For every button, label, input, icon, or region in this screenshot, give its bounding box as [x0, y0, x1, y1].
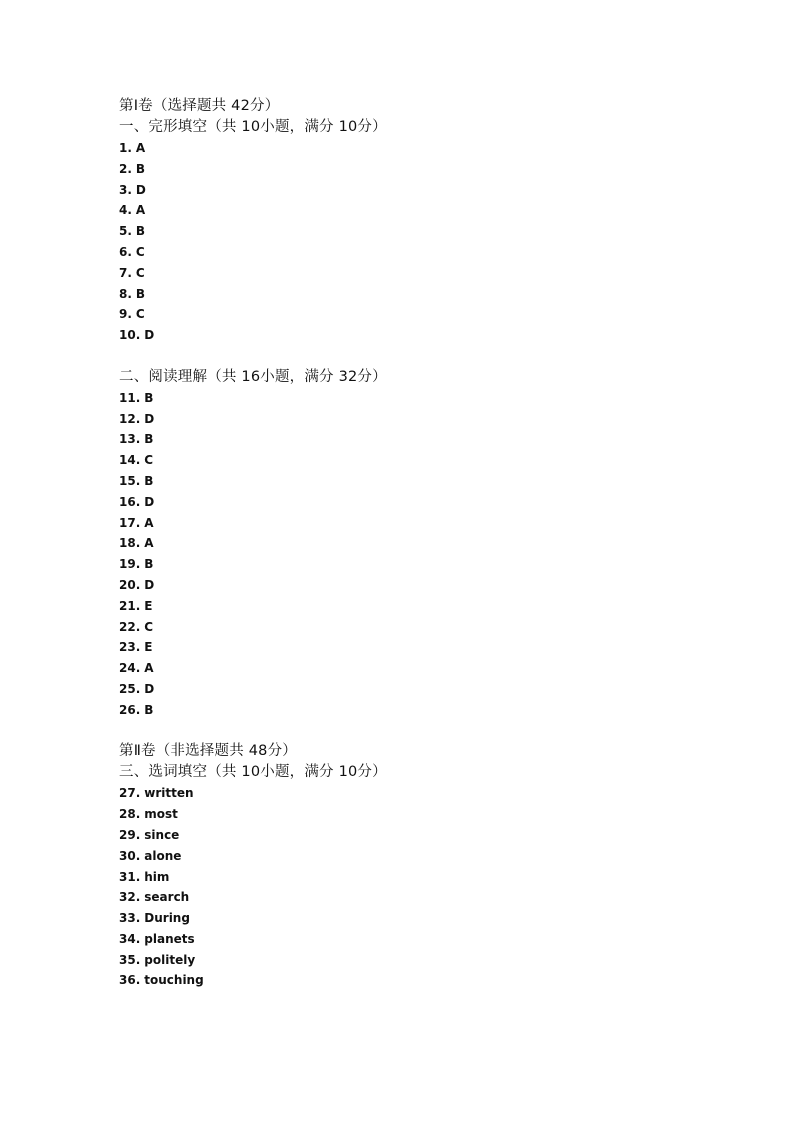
- question-number: 22.: [119, 619, 141, 634]
- question-number: 29.: [119, 827, 141, 842]
- answer-item: [119, 513, 719, 534]
- section-spacer: [119, 346, 719, 367]
- answer-value: B: [135, 286, 146, 301]
- answer-value: him: [144, 869, 170, 884]
- section-spacer: [119, 721, 719, 742]
- question-number: 32.: [119, 890, 141, 905]
- answer-item: [119, 284, 719, 305]
- answer-value: planets: [144, 931, 195, 946]
- answer-item: [119, 950, 719, 971]
- question-number: 30.: [119, 848, 141, 863]
- answer-item: [119, 180, 719, 201]
- question-number: 15.: [119, 473, 141, 488]
- answer-value: A: [144, 661, 154, 676]
- section-word-fill-list: [119, 783, 719, 991]
- answer-item: [119, 887, 719, 908]
- answer-item: [119, 200, 719, 221]
- answer-item: [119, 617, 719, 638]
- answer-item: [119, 554, 719, 575]
- question-number: 21.: [119, 598, 141, 613]
- section-cloze-list: [119, 138, 719, 346]
- answer-value: B: [135, 161, 146, 176]
- answer-item: [119, 783, 719, 804]
- question-number: 7.: [119, 265, 132, 280]
- question-number: 33.: [119, 911, 141, 926]
- answer-item: [119, 679, 719, 700]
- answer-value: B: [144, 390, 154, 405]
- answer-value: politely: [144, 952, 196, 967]
- answer-value: C: [144, 453, 154, 468]
- question-number: 9.: [119, 307, 132, 322]
- answer-value: C: [144, 619, 154, 634]
- section-reading-list: [119, 388, 719, 721]
- answer-value: B: [144, 557, 154, 572]
- answer-value: B: [144, 432, 154, 447]
- question-number: 19.: [119, 557, 141, 572]
- answer-value: B: [135, 224, 146, 239]
- question-number: 11.: [119, 390, 141, 405]
- question-number: 28.: [119, 807, 141, 822]
- answer-item: [119, 867, 719, 888]
- section-word-fill-heading: 三、选词填空（共 10小题，满分 10分）: [119, 764, 387, 781]
- answer-value: C: [135, 307, 145, 322]
- question-number: 17.: [119, 515, 141, 530]
- answer-value: C: [135, 265, 145, 280]
- question-number: 12.: [119, 411, 141, 426]
- question-number: 13.: [119, 432, 141, 447]
- answer-item: [119, 596, 719, 617]
- question-number: 6.: [119, 244, 132, 259]
- question-number: 25.: [119, 681, 141, 696]
- answer-item: [119, 429, 719, 450]
- answer-item: [119, 637, 719, 658]
- answer-value: D: [135, 182, 146, 197]
- answer-value: D: [144, 577, 155, 592]
- question-number: 4.: [119, 203, 132, 218]
- answer-item: [119, 825, 719, 846]
- answer-item: [119, 846, 719, 867]
- answer-item: [119, 138, 719, 159]
- answer-value: A: [135, 141, 146, 155]
- answer-item: [119, 492, 719, 513]
- question-number: 8.: [119, 286, 132, 301]
- answer-item: [119, 388, 719, 409]
- answer-item: [119, 471, 719, 492]
- question-number: 36.: [119, 973, 141, 988]
- answer-key-document: [119, 96, 719, 991]
- question-number: 14.: [119, 453, 141, 468]
- part-two-heading: 第Ⅱ卷（非选择题共 48分）: [119, 743, 297, 760]
- question-number: 5.: [119, 224, 132, 239]
- answer-item: [119, 533, 719, 554]
- answer-value: B: [144, 473, 154, 488]
- question-number: 16.: [119, 494, 141, 509]
- question-number: 34.: [119, 931, 141, 946]
- question-number: 27.: [119, 786, 141, 801]
- answer-item: [119, 575, 719, 596]
- section-reading-heading: 二、阅读理解（共 16小题，满分 32分）: [119, 368, 387, 385]
- answer-item: [119, 304, 719, 325]
- answer-item: [119, 450, 719, 471]
- answer-value: A: [144, 515, 154, 530]
- answer-item: [119, 700, 719, 721]
- question-number: 18.: [119, 536, 141, 551]
- answer-value: D: [144, 681, 155, 696]
- question-number: 1.: [119, 141, 132, 155]
- question-number: 3.: [119, 182, 132, 197]
- question-number: 26.: [119, 702, 141, 717]
- answer-value: most: [144, 807, 178, 822]
- answer-item: [119, 221, 719, 242]
- question-number: 24.: [119, 661, 141, 676]
- answer-item: [119, 970, 719, 991]
- part-one-heading: 第Ⅰ卷（选择题共 42分）: [119, 98, 280, 114]
- question-number: 10.: [119, 328, 141, 343]
- answer-value: touching: [144, 973, 204, 988]
- section-cloze-heading: 一、完形填空（共 10小题，满分 10分）: [119, 119, 387, 135]
- answer-value: written: [144, 786, 194, 801]
- answer-value: alone: [144, 848, 182, 863]
- question-number: 35.: [119, 952, 141, 967]
- answer-item: [119, 159, 719, 180]
- answer-value: D: [144, 411, 155, 426]
- answer-item: [119, 409, 719, 430]
- answer-item: [119, 908, 719, 929]
- answer-value: since: [144, 827, 180, 842]
- answer-value: E: [144, 640, 153, 655]
- answer-value: D: [144, 328, 155, 343]
- answer-item: [119, 658, 719, 679]
- answer-item: [119, 242, 719, 263]
- answer-value: A: [135, 203, 146, 218]
- answer-value: B: [144, 702, 154, 717]
- answer-value: D: [144, 494, 155, 509]
- answer-item: [119, 325, 719, 346]
- answer-item: [119, 929, 719, 950]
- answer-item: [119, 263, 719, 284]
- answer-item: [119, 804, 719, 825]
- question-number: 23.: [119, 640, 141, 655]
- answer-value: During: [144, 911, 190, 926]
- question-number: 31.: [119, 869, 141, 884]
- question-number: 20.: [119, 577, 141, 592]
- answer-value: C: [135, 244, 145, 259]
- answer-value: search: [144, 890, 190, 905]
- answer-value: A: [144, 536, 154, 551]
- question-number: 2.: [119, 161, 132, 176]
- answer-value: E: [144, 598, 153, 613]
